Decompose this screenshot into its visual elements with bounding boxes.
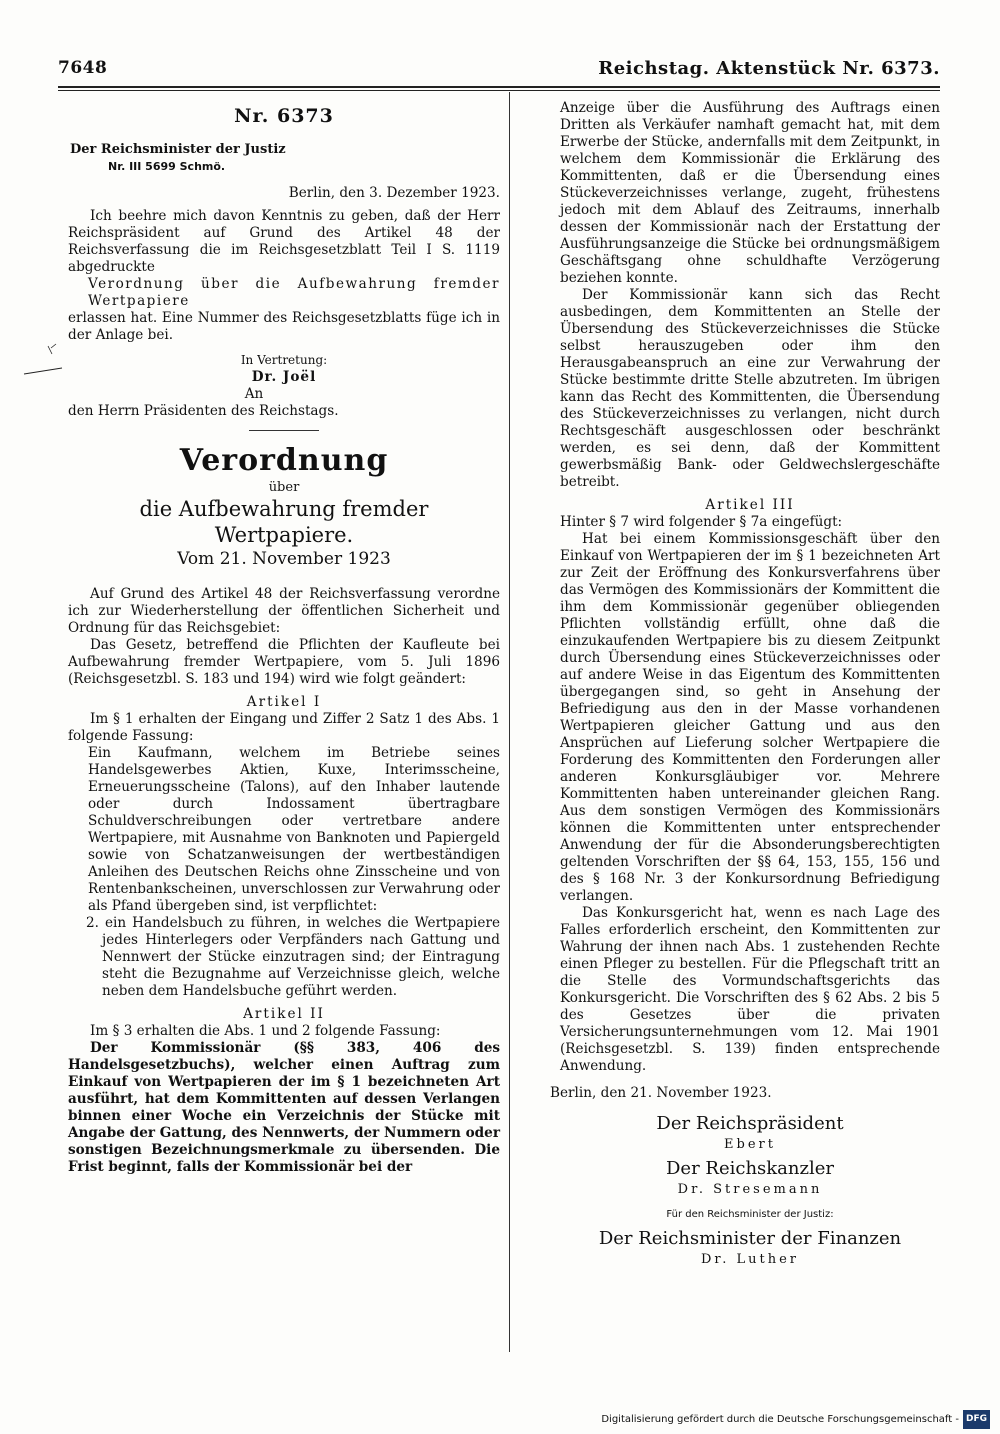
letter-body-1: Ich beehre mich davon Kenntnis zu geben, daß der Herr Reichspräsident auf Grund des Artikel 48 der Reichsverfassung die im Reichsgesetzblatt Teil I S. 1119 abgedruckte [68,208,500,275]
ordinance-intro: Das Gesetz, betreffend die Pflichten der Kaufleute bei Aufbewahrung fremder Wertpapiere, vom 5. Juli 1896 (Reichsgesetzbl. S. 183 und 194) wird wie folgt geändert: [68,637,500,687]
article-3-heading: Artikel III [705,497,795,513]
page-number: 7648 [58,58,108,78]
page-header [58,60,940,84]
dfg-logo: DFG [963,1410,990,1429]
letter-place-date: Berlin, den 3. Dezember 1923. [288,185,500,201]
running-title: Reichstag. Aktenstück Nr. 6373. [598,58,940,79]
section-separator [249,430,319,431]
letter-addressee: den Herrn Präsidenten des Reichstags. [68,403,339,419]
left-column [68,100,500,1176]
signature-2-name: Dr. Stresemann [677,1182,823,1197]
closing-place-date: Berlin, den 21. November 1923. [550,1085,772,1101]
signature-1-name: Ebert [724,1137,776,1152]
header-rule [58,86,940,88]
ordinance-preamble: Auf Grund des Artikel 48 der Reichsverfassung verordne ich zur Wiederherstellung der öffentlichen Sicherheit und Ordnung für das Reichsgebiet: [68,586,500,636]
article-3-intro: Hinter § 7 wird folgender § 7a eingefügt: [560,514,843,530]
signature-3-name: Dr. Luther [701,1252,799,1267]
ordinance-ueber: über [268,480,300,495]
article-1-heading: Artikel I [246,694,322,710]
article-2-heading: Artikel II [243,1006,325,1022]
digitization-footer [601,1410,990,1429]
ordinance-date: Vom 21. November 1923 [177,549,391,569]
article-2-paragraph-2: Der Kommissionär kann sich das Recht ausbedingen, dem Kommittenten an Stelle der Übersendung des Stückeverzeichnisses die Stücke selbst herauszugeben oder ihm den Herausgabeanspruch an eine zur Verwahrung der Stücke bestimmte dritte Stelle abzutreten. Im übrigen kann das Recht des Kommittenten, die Übersendung des Stückeverzeichnisses zu verlangen, nicht durch Rechtsgeschäft ausgeschlossen oder beschränkt werden, es sei denn, daß der Kommittent gewerbsmäßig Bank- oder Geldwechslergeschäfte betreibt. [560,287,940,490]
signature-2-title: Der Reichskanzler [665,1158,834,1179]
article-3-text: Hat bei einem Kommissionsgeschäft über den Einkauf von Wertpapieren der im § 1 bezeichneten Art zur Zeit der Eröffnung des Konkursverfahrens über das Vermögen des Kommissionärs der Kommittent die ihm dem Kommissionär gegenüber obliegenden Pflichten vollständig erfüllt, ohne daß die einzukaufenden Wertpapiere bis zu diesem Zeitpunkt durch Übersendung eines Stückeverzeichnisses oder auf andere Weise in das Eigentum des Kommittenten übergegangen sind, so geht in Ansehung der Befriedigung aus den in der Masse vorhandenen Wertpapieren gleicher Gattung und aus den Ansprüchen auf Lieferung solcher Wertpapiere die Forderung des Kommittenten den Forderungen aller anderen Konkursgläubiger vor. Mehrere Kommittenten haben untereinander gleichen Rang. Aus dem sonstigen Vermögen des Kommissionärs können die Kommittenten unter entsprechender Anwendung der für die Absonderungsberechtigten geltenden Vorschriften der §§ 64, 153, 155, 156 und des § 168 Nr. 3 der Konkursordnung Befriedigung verlangen. [560,531,940,904]
letter-verordnung-name: Verordnung über die Aufbewahrung fremder Wertpapiere [88,276,500,309]
margin-annotation-mark [22,340,68,378]
signature-1-title: Der Reichspräsident [656,1113,844,1134]
article-3-paragraph-2: Das Konkursgericht hat, wenn es nach Lage des Falles erforderlich erscheint, den Kommittenten zur Wahrung der ihnen nach Abs. 1 zustehenden Rechte einen Pfleger zu bestellen. Für die Pflegschaft tritt an die Stelle des Vormundschaftsgerichts das Konkursgericht. Die Vorschriften des § 62 Abs. 2 bis 5 des Gesetzes über die privaten Versicherungsunternehmungen vom 12. Mai 1901 (Reichsgesetzbl. S. 139) finden entsprechende Anwendung. [560,905,940,1074]
letter-signer: Dr. Joël [251,369,317,385]
ordinance-subject: die Aufbewahrung fremder Wertpapiere. [139,497,429,547]
article-1-text: Ein Kaufmann, welchem im Betriebe seines Handelsgewerbes Aktien, Kuxe, Interimsscheine, Erneuerungsscheine (Talons), auf den Inhaber lautende oder durch Indossament übertragbare Schuldverschreibungen oder vertretbare andere Wertpapiere, mit Ausnahme von Banknoten und Papiergeld sowie von Schatzanweisungen der wertbeständigen Anleihen des Deutschen Reichs ohne Zinsscheine und von Rentenbankscheinen, unverschlossen zur Verwahrung oder als Pfand übergeben sind, ist verpflichtet: [88,745,500,914]
letter-body-2: erlassen hat. Eine Nummer des Reichsgesetzblatts füge ich in der Anlage bei. [68,310,500,343]
letter-in-vertretung: In Vertretung: [240,353,328,367]
letter-an: An [244,386,264,402]
article-2-intro: Im § 3 erhalten die Abs. 1 und 2 folgende Fassung: [90,1023,441,1039]
right-column [550,100,940,1268]
ordinance-title: Verordnung [179,443,389,478]
document-number: Nr. 6373 [234,105,334,127]
column-divider [509,92,510,1352]
signature-3-title: Der Reichsminister der Finanzen [598,1228,902,1249]
header-rule-thin [58,90,940,91]
letter-sender: Der Reichsminister der Justiz [70,142,286,157]
footer-text: Digitalisierung gefördert durch die Deutsche Forschungsgemeinschaft - [601,1414,959,1425]
signature-3-note: Für den Reichsminister der Justiz: [666,1209,834,1220]
article-1-intro: Im § 1 erhalten der Eingang und Ziffer 2 Satz 1 des Abs. 1 folgende Fassung: [68,711,500,744]
letter-reference: Nr. III 5699 Schmö. [108,160,226,173]
article-2-text-part-2: Anzeige über die Ausführung des Auftrags einen Dritten als Verkäufer namhaft gemacht hat, mit dem Erwerbe der Stücke, andernfalls mit dem Zeitpunkt, in welchem dem Kommissionär die Erklärung des Kommittenten, daß er die Übersendung eines Stückeverzeichnisses verlange, zugeht, frühestens jedoch mit dem Ablauf des Zeitraums, innerhalb dessen der Kommissionär nach der Erstattung der Ausführungsanzeige die Stücke bei ordnungsmäßigem Geschäftsgang ohne schuldhafte Verzögerung beziehen konnte. [560,100,940,286]
article-2-text-part-1: Der Kommissionär (§§ 383, 406 des Handelsgesetzbuchs), welcher einen Auftrag zum Einkauf von Wertpapieren der im § 1 bezeichneten Art ausführt, hat dem Kommittenten auf dessen Verlangen binnen einer Woche ein Verzeichnis der Stücke mit Angabe der Gattung, des Nennwerts, der Nummern oder sonstigen Bezeichnungsmerkmale zu übersenden. Die Frist beginnt, falls der Kommissionär bei der [68,1040,500,1175]
article-1-item-2: 2. ein Handelsbuch zu führen, in welches die Wertpapiere jedes Hinterlegers oder Verpfänders nach Gattung und Nennwert der Stücke einzutragen sind; der Eintragung steht die Bezugnahme auf Verzeichnisse gleich, welche neben dem Handelsbuche geführt werden. [86,915,500,999]
